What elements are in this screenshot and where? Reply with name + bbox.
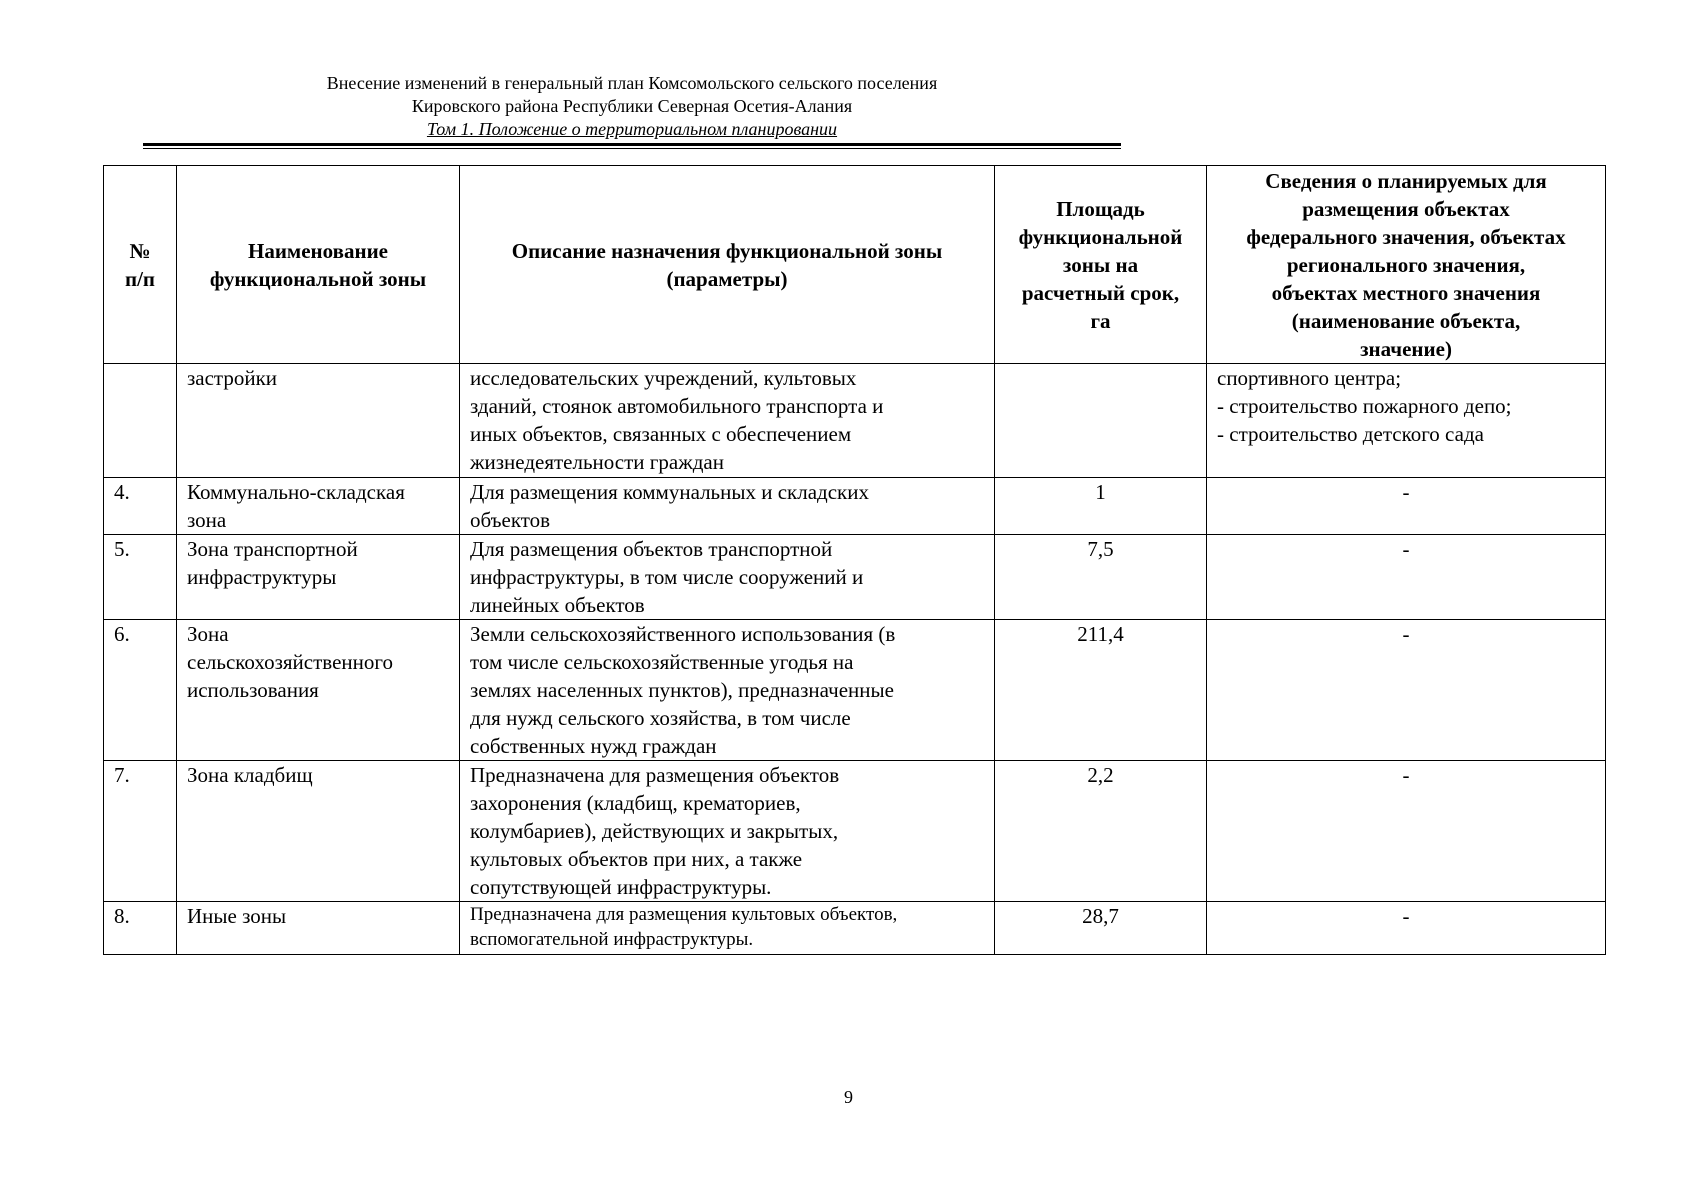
cell-num: 5. (104, 535, 177, 620)
header-rule-thin (143, 148, 1121, 149)
cell-description: Для размещения коммунальных и складских объектов (460, 478, 995, 535)
cell-description: Предназначена для размещения объектов захоронения (кладбищ, крематориев, колумбариев), действующих и закрытых, культовых объектов при них, а также сопутствующей инфраструктуры. (460, 761, 995, 902)
cell-area: 7,5 (995, 535, 1207, 620)
cell-info: - (1207, 620, 1606, 761)
cell-area: 2,2 (995, 761, 1207, 902)
cell-area: 28,7 (995, 902, 1207, 955)
cell-area: 1 (995, 478, 1207, 535)
cell-info: - (1207, 761, 1606, 902)
cell-zone-name: Зона кладбищ (177, 761, 460, 902)
table-row (104, 620, 1606, 761)
header-title-line-1: Внесение изменений в генеральный план Комсомольского сельского поселения (326, 73, 938, 93)
table-row (104, 902, 1606, 955)
table-row (104, 478, 1606, 535)
cell-area: 211,4 (995, 620, 1207, 761)
cell-zone-name: Зона сельскохозяйственного использования (177, 620, 460, 761)
column-header-num: № п/п (104, 166, 177, 364)
header-rule-thick (143, 143, 1121, 146)
page-number: 9 (844, 1087, 853, 1107)
column-header-description: Описание назначения функциональной зоны (параметры) (460, 166, 995, 364)
cell-num: 7. (104, 761, 177, 902)
cell-zone-name: Коммунально-складская зона (177, 478, 460, 535)
table-row (104, 761, 1606, 902)
cell-area (995, 364, 1207, 478)
cell-info: - (1207, 902, 1606, 955)
cell-description: Для размещения объектов транспортной инфраструктуры, в том числе сооружений и линейных объектов (460, 535, 995, 620)
column-header-info: Сведения о планируемых для размещения объектах федерального значения, объектах регионального значения, объектах местного значения (наименование объекта, значение) (1207, 166, 1606, 364)
cell-zone-name: застройки (177, 364, 460, 478)
cell-description: Предназначена для размещения культовых объектов, вспомогательной инфраструктуры. (460, 902, 995, 955)
column-header-name: Наименование функциональной зоны (177, 166, 460, 364)
cell-info: - (1207, 535, 1606, 620)
cell-zone-name: Зона транспортной инфраструктуры (177, 535, 460, 620)
cell-description: исследовательских учреждений, культовых зданий, стоянок автомобильного транспорта и иных объектов, связанных с обеспечением жизнедеятельности граждан (460, 364, 995, 478)
functional-zones-table (103, 165, 1606, 955)
cell-info: - (1207, 478, 1606, 535)
column-header-area: Площадь функциональной зоны на расчетный срок, га (995, 166, 1207, 364)
cell-zone-name: Иные зоны (177, 902, 460, 955)
cell-num (104, 364, 177, 478)
table-header-row (104, 166, 1606, 364)
header-volume-line: Том 1. Положение о территориальном планировании (426, 119, 838, 139)
header-title-line-2: Кировского района Республики Северная Осетия-Алания (411, 96, 853, 116)
cell-description: Земли сельскохозяйственного использования (в том числе сельскохозяйственные угодья на землях населенных пунктов), предназначенные для нужд сельского хозяйства, в том числе собственных нужд граждан (460, 620, 995, 761)
table-row-continuation (104, 364, 1606, 478)
cell-num: 4. (104, 478, 177, 535)
document-header (143, 72, 1121, 141)
cell-num: 6. (104, 620, 177, 761)
cell-num: 8. (104, 902, 177, 955)
cell-info: спортивного центра; - строительство пожарного депо; - строительство детского сада (1207, 364, 1606, 478)
table-row (104, 535, 1606, 620)
